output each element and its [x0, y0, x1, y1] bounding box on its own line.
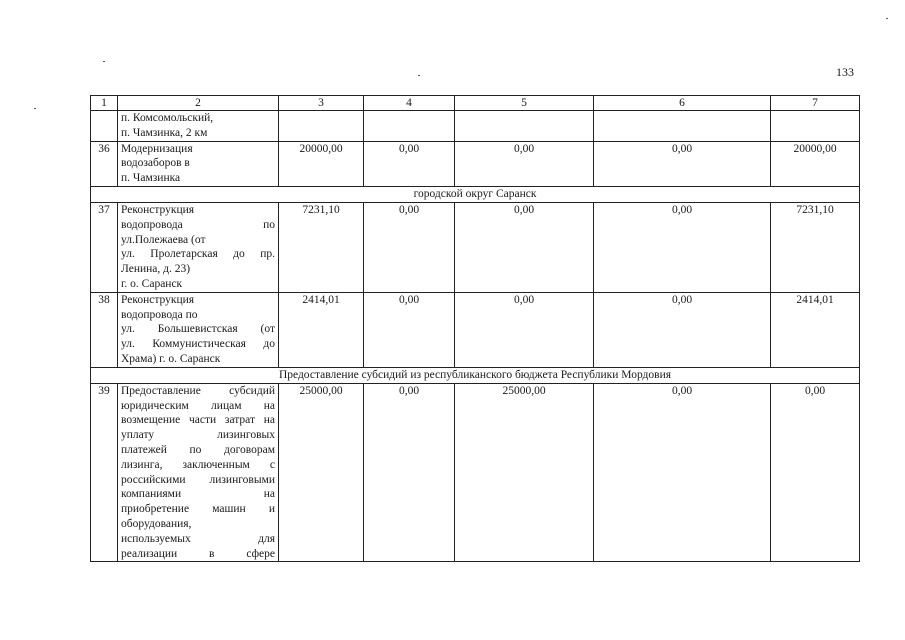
cell-value: 0,00 — [455, 141, 594, 186]
section-row — [91, 186, 860, 202]
table-row — [91, 141, 860, 186]
row-description: Модернизация водозаборов в п. Чамзинка — [118, 141, 279, 186]
column-header: 4 — [364, 96, 455, 111]
table-row — [91, 292, 860, 367]
cell-value: 0,00 — [771, 383, 860, 562]
row-number: 38 — [91, 292, 118, 367]
cell-value: 0,00 — [594, 202, 771, 292]
cell-value: 7231,10 — [279, 202, 364, 292]
column-header: 7 — [771, 96, 860, 111]
page-number: 133 — [836, 65, 854, 79]
cell-value: 0,00 — [594, 292, 771, 367]
cell-value: 25000,00 — [455, 383, 594, 562]
cell-value: 0,00 — [455, 292, 594, 367]
table-row-continuation — [91, 111, 860, 142]
row-description: п. Комсомольский, п. Чамзинка, 2 км — [118, 111, 279, 142]
section-row — [91, 367, 860, 383]
row-number: 36 — [91, 141, 118, 186]
section-title: городской округ Саранск — [91, 186, 860, 202]
cell-value: 0,00 — [455, 202, 594, 292]
row-number: 37 — [91, 202, 118, 292]
cell-value: 0,00 — [364, 292, 455, 367]
cell-value: 0,00 — [594, 141, 771, 186]
column-header: 5 — [455, 96, 594, 111]
scan-speck — [34, 108, 36, 109]
section-title: Предоставление субсидий из республиканского бюджета Республики Мордовия — [91, 367, 860, 383]
cell-value: 0,00 — [364, 383, 455, 562]
row-description: Реконструкция водопровода по ул.Полежаева (от ул. Пролетарская до пр. Ленина, д. 23) г. о. Саранск — [118, 202, 279, 292]
table-row — [91, 202, 860, 292]
cell-value: 20000,00 — [771, 141, 860, 186]
cell-value: 7231,10 — [771, 202, 860, 292]
scan-speck — [418, 75, 420, 76]
cell-value: 0,00 — [364, 141, 455, 186]
row-description: Реконструкция водопровода по ул. Большевистская (от ул. Коммунистическая до Храма) г. о. Саранск — [118, 292, 279, 367]
budget-table — [90, 95, 860, 562]
table-header-row — [91, 96, 860, 111]
cell-value: 2414,01 — [279, 292, 364, 367]
scan-speck — [886, 18, 888, 19]
column-header: 6 — [594, 96, 771, 111]
column-header: 1 — [91, 96, 118, 111]
row-description: Предоставление субсидий юридическим лицам на возмещение части затрат на уплату лизинговых платежей по договорам лизинга, заключенным с российскими лизинговыми компаниями на приобретение машин и оборудования, используемых для реализации в сфере — [118, 383, 279, 562]
cell-value: 25000,00 — [279, 383, 364, 562]
cell-value: 2414,01 — [771, 292, 860, 367]
row-number: 39 — [91, 383, 118, 562]
column-header: 2 — [118, 96, 279, 111]
table-row — [91, 383, 860, 562]
cell-value: 0,00 — [594, 383, 771, 562]
column-header: 3 — [279, 96, 364, 111]
cell-value: 20000,00 — [279, 141, 364, 186]
cell-value: 0,00 — [364, 202, 455, 292]
scan-speck — [103, 61, 105, 62]
